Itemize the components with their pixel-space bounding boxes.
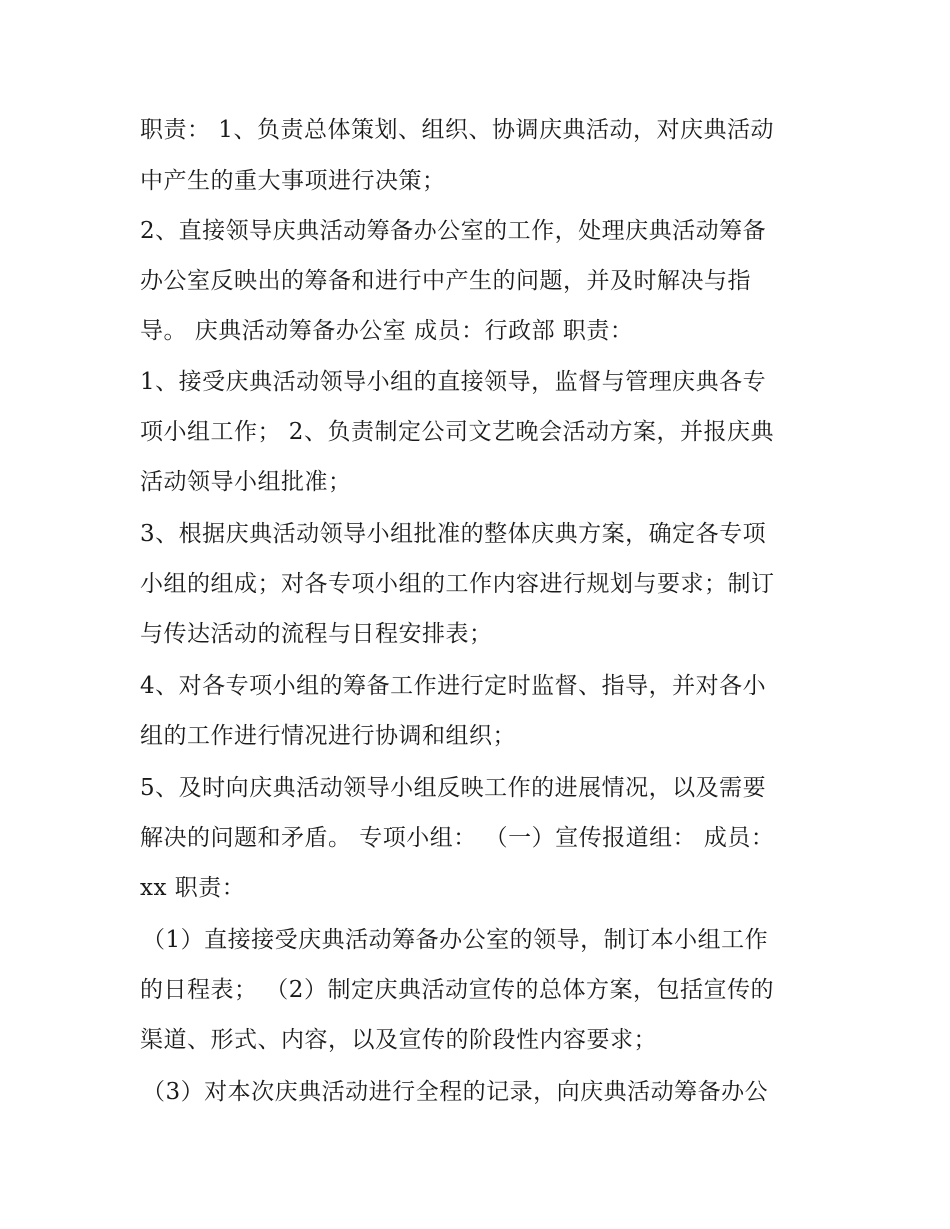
text-line: 小组的组成；对各专项小组的工作内容进行规划与要求；制订 <box>140 571 775 597</box>
text-line: 组的工作进行情况进行协调和组织； <box>140 723 516 749</box>
text-line: 中产生的重大事项进行决策； <box>140 168 446 194</box>
text-line: 的日程表； （2）制定庆典活动宣传的总体方案，包括宣传的 <box>140 977 774 1003</box>
text-line: 5、及时向庆典活动领导小组反映工作的进展情况，以及需要 <box>140 775 767 801</box>
text-line: 活动领导小组批准； <box>140 469 352 495</box>
text-line: 渠道、形式、内容，以及宣传的阶段性内容要求； <box>140 1027 657 1053</box>
text-line: 职责： 1、负责总体策划、组织、协调庆典活动，对庆典活动 <box>140 117 774 143</box>
text-line: 解决的问题和矛盾。 专项小组： （一）宣传报道组： 成员： <box>140 825 775 851</box>
text-line: 4、对各专项小组的筹备工作进行定时监督、指导，并对各小 <box>140 673 767 699</box>
text-line: （1）直接接受庆典活动筹备办公室的领导，制订本小组工作 <box>142 927 769 953</box>
text-line: 1、接受庆典活动领导小组的直接领导，监督与管理庆典各专 <box>140 369 767 395</box>
text-line: 与传达活动的流程与日程安排表； <box>140 621 493 647</box>
text-line: 项小组工作； 2、负责制定公司文艺晚会活动方案，并报庆典 <box>140 419 774 445</box>
text-line: 办公室反映出的筹备和进行中产生的问题，并及时解决与指 <box>140 268 751 294</box>
text-line: 2、直接领导庆典活动筹备办公室的工作，处理庆典活动筹备 <box>140 218 767 244</box>
text-line: （3）对本次庆典活动进行全程的记录，向庆典活动筹备办公 <box>142 1079 769 1105</box>
text-line: 导。 庆典活动筹备办公室 成员：行政部 职责： <box>140 318 634 344</box>
text-line: xx 职责： <box>140 875 246 901</box>
text-line: 3、根据庆典活动领导小组批准的整体庆典方案，确定各专项 <box>140 521 767 547</box>
